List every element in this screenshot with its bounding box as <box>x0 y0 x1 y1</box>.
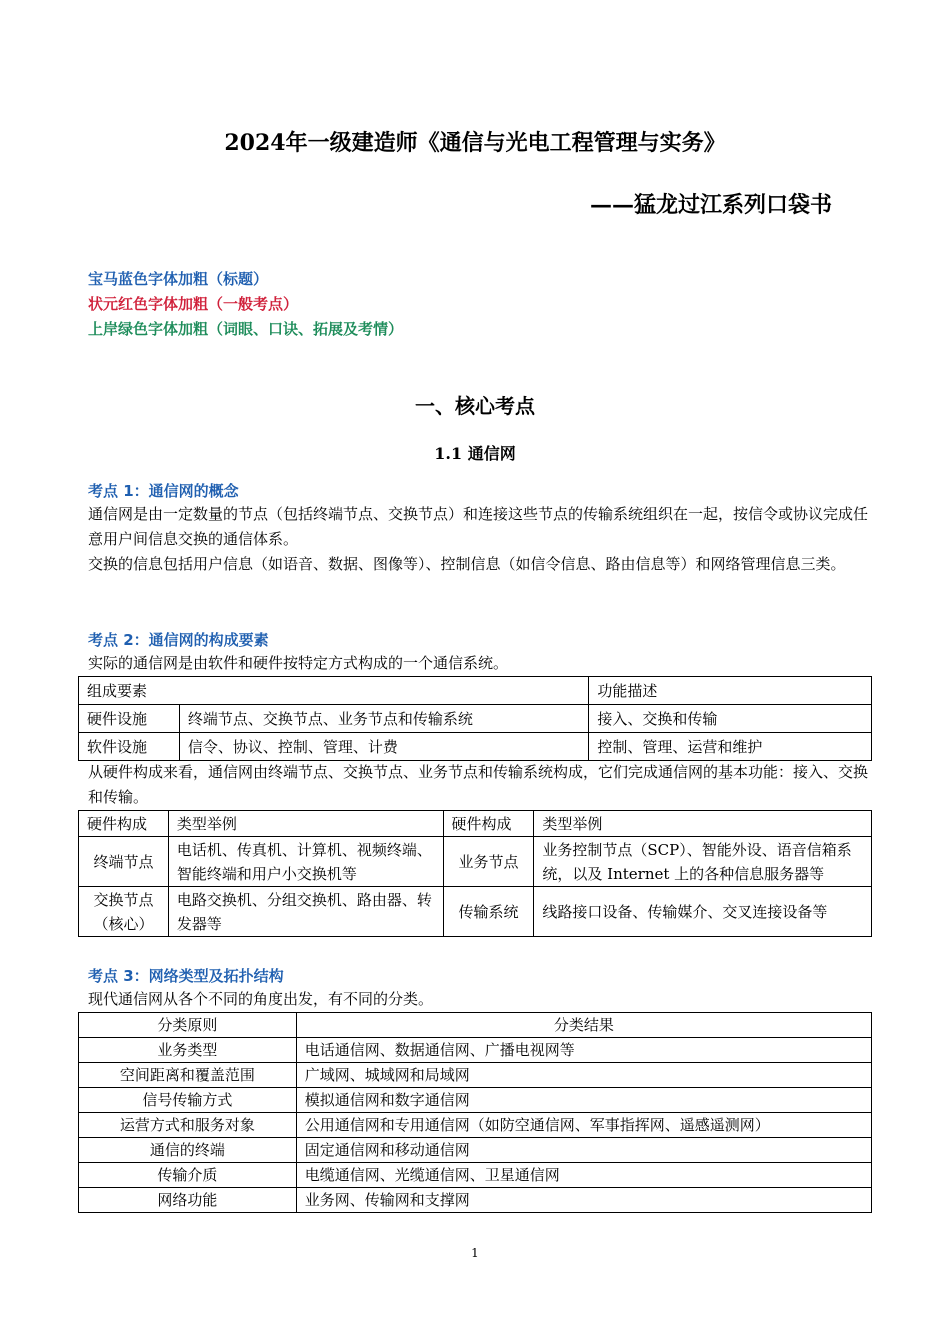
table-cell: 信令、协议、控制、管理、计费 <box>179 733 588 761</box>
hardware-table <box>78 810 872 937</box>
table-cell: 模拟通信网和数字通信网 <box>296 1088 871 1113</box>
table-row <box>79 837 872 887</box>
table-cell: 公用通信网和专用通信网（如防空通信网、军事指挥网、遥感遥测网） <box>296 1113 871 1138</box>
document-title: 2024年一级建造师《通信与光电工程管理与实务》 <box>224 130 726 156</box>
table-cell: 硬件设施 <box>79 705 180 733</box>
table-cell: 电路交换机、分组交换机、路由器、转发器等 <box>168 887 443 937</box>
kp1-paragraph-1: 通信网是由一定数量的节点（包括终端节点、交换节点）和连接这些节点的传输系统组织在一起，按信令或协议完成任意用户间信息交换的通信体系。 <box>88 505 869 548</box>
table-cell: 终端节点 <box>79 837 169 887</box>
table-row <box>79 1088 872 1113</box>
table-cell: 终端节点、交换节点、业务节点和传输系统 <box>179 705 588 733</box>
table-row <box>79 705 872 733</box>
table-cell: 传输系统 <box>443 887 534 937</box>
subsection-title: 1.1 通信网 <box>434 444 516 463</box>
table-cell: 通信的终端 <box>79 1138 297 1163</box>
table-cell: 运营方式和服务对象 <box>79 1113 297 1138</box>
table-row <box>79 1163 872 1188</box>
kp2-intro: 实际的通信网是由软件和硬件按特定方式构成的一个通信系统。 <box>88 654 509 672</box>
table-cell: 广域网、城域网和局域网 <box>296 1063 871 1088</box>
classification-table <box>78 1012 872 1213</box>
table-cell: 交换节点（核心） <box>79 887 169 937</box>
kp1-heading: 考点 1：通信网的概念 <box>88 482 239 500</box>
table-header-cell: 功能描述 <box>589 677 872 705</box>
kp1-paragraph-2: 交换的信息包括用户信息（如语音、数据、图像等）、控制信息（如信令信息、路由信息等）和网络管理信息三类。 <box>88 555 846 573</box>
table-cell: 信号传输方式 <box>79 1088 297 1113</box>
table-cell: 固定通信网和移动通信网 <box>296 1138 871 1163</box>
table-header-row <box>79 677 872 705</box>
table-cell: 业务网、传输网和支撑网 <box>296 1188 871 1213</box>
table-cell: 传输介质 <box>79 1163 297 1188</box>
table-header-cell: 类型举例 <box>534 811 872 837</box>
table-row <box>79 1113 872 1138</box>
table-header-cell: 组成要素 <box>79 677 589 705</box>
table-header-row <box>79 1013 872 1038</box>
table-header-cell: 硬件构成 <box>79 811 169 837</box>
kp2-heading: 考点 2：通信网的构成要素 <box>88 631 269 649</box>
section-title: 一、核心考点 <box>415 394 535 418</box>
table-header-row <box>79 811 872 837</box>
kp3-intro: 现代通信网从各个不同的角度出发，有不同的分类。 <box>88 990 434 1008</box>
legend-blue: 宝马蓝色字体加粗（标题） <box>88 270 269 288</box>
table-row <box>79 887 872 937</box>
table-header-cell: 分类原则 <box>79 1013 297 1038</box>
kp2-middle-paragraph: 从硬件构成来看，通信网由终端节点、交换节点、业务节点和传输系统构成，它们完成通信网的基本功能：接入、交换和传输。 <box>88 763 869 806</box>
table-header-cell: 分类结果 <box>296 1013 871 1038</box>
composition-table <box>78 676 872 761</box>
table-cell: 控制、管理、运营和维护 <box>589 733 872 761</box>
table-row <box>79 1138 872 1163</box>
table-cell: 电话通信网、数据通信网、广播电视网等 <box>296 1038 871 1063</box>
table-cell: 电话机、传真机、计算机、视频终端、智能终端和用户小交换机等 <box>168 837 443 887</box>
legend-green: 上岸绿色字体加粗（词眼、口诀、拓展及考情） <box>88 320 404 338</box>
table-cell: 线路接口设备、传输媒介、交叉连接设备等 <box>534 887 872 937</box>
table-cell: 电缆通信网、光缆通信网、卫星通信网 <box>296 1163 871 1188</box>
table-row <box>79 1188 872 1213</box>
table-cell: 业务节点 <box>443 837 534 887</box>
table-row <box>79 1038 872 1063</box>
table-row <box>79 1063 872 1088</box>
table-cell: 空间距离和覆盖范围 <box>79 1063 297 1088</box>
page-number: 1 <box>471 1246 479 1260</box>
table-header-cell: 硬件构成 <box>443 811 534 837</box>
table-cell: 接入、交换和传输 <box>589 705 872 733</box>
legend-red: 状元红色字体加粗（一般考点） <box>88 295 299 313</box>
table-cell: 软件设施 <box>79 733 180 761</box>
document-subtitle: ——猛龙过江系列口袋书 <box>589 192 832 218</box>
table-cell: 网络功能 <box>79 1188 297 1213</box>
table-row <box>79 733 872 761</box>
kp3-heading: 考点 3：网络类型及拓扑结构 <box>88 967 284 985</box>
table-cell: 业务控制节点（SCP）、智能外设、语音信箱系统，以及 Internet 上的各种信息服务器等 <box>534 837 872 887</box>
table-header-cell: 类型举例 <box>168 811 443 837</box>
table-cell: 业务类型 <box>79 1038 297 1063</box>
